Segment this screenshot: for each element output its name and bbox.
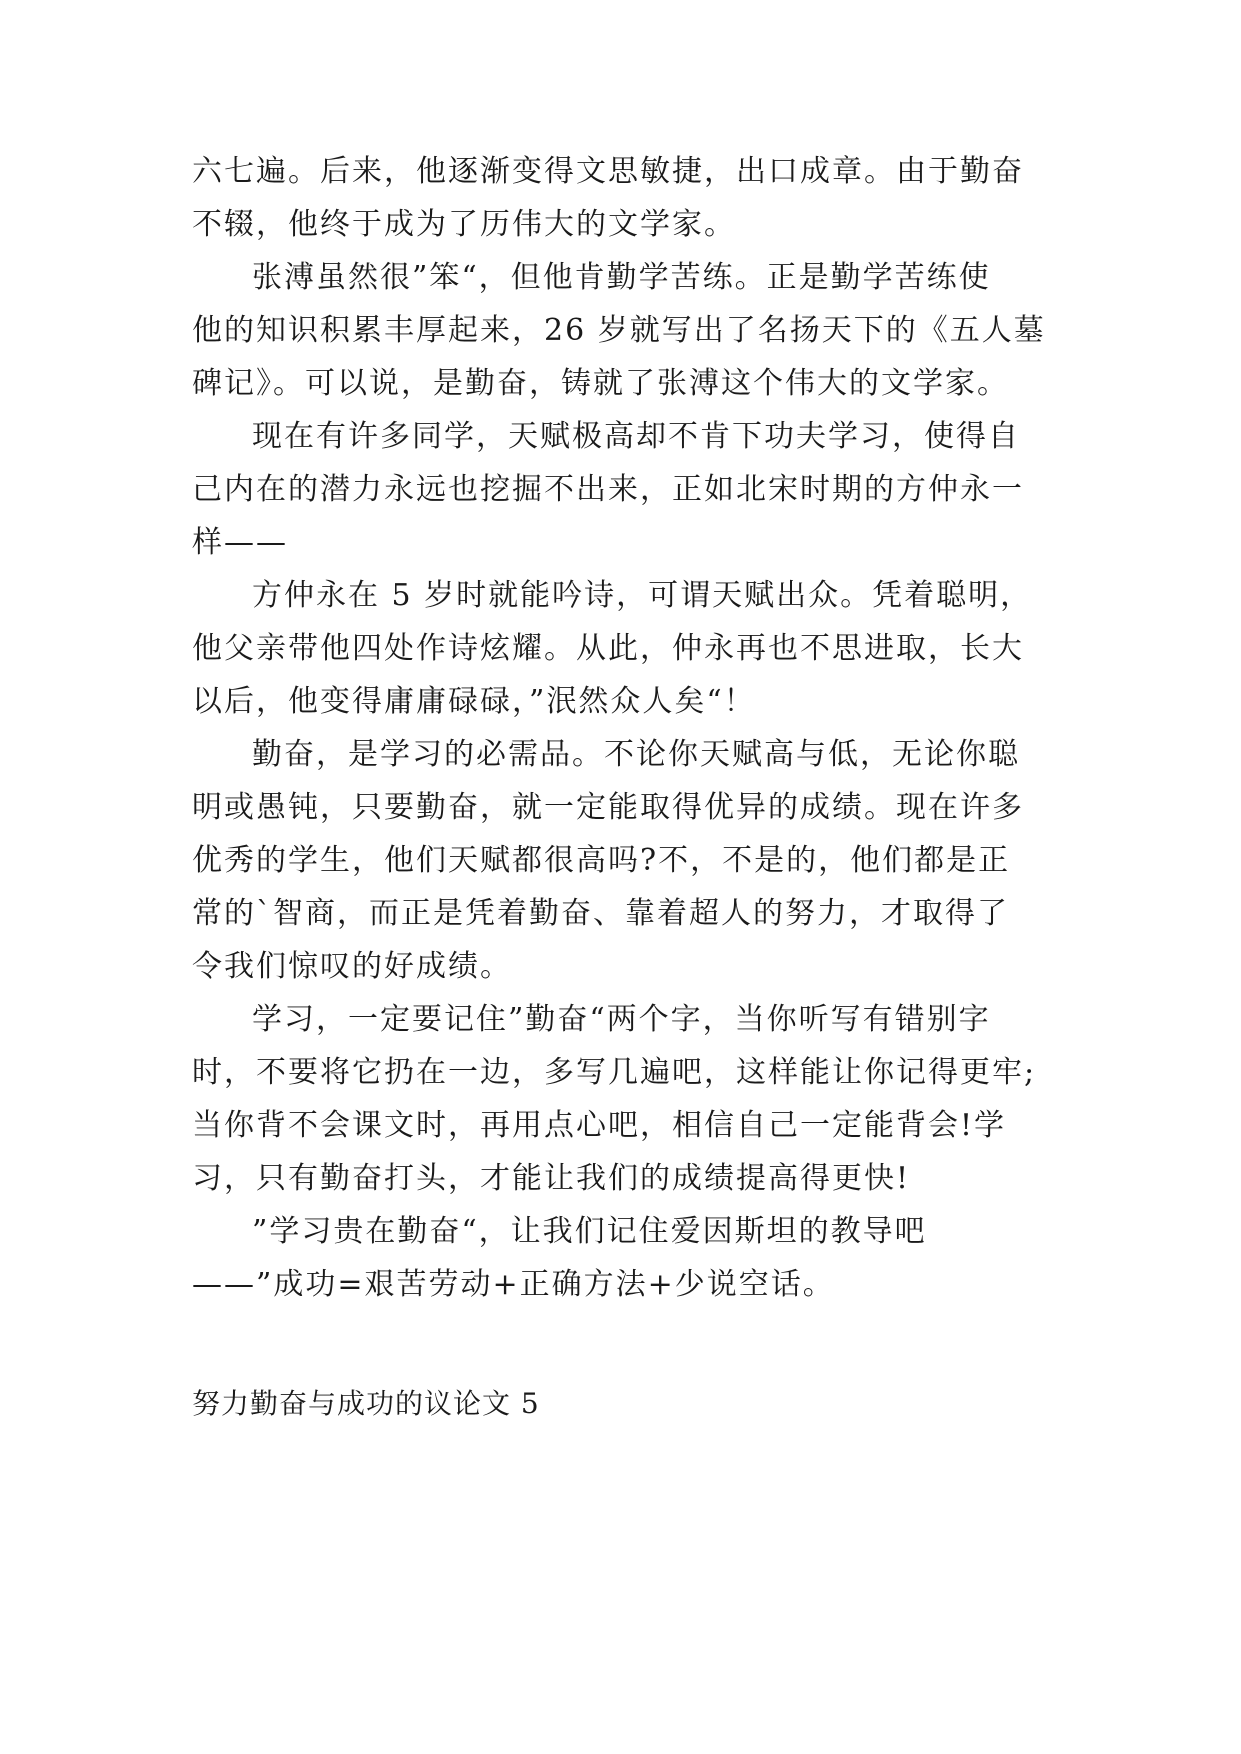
paragraph-first-line: 方仲永在 5 岁时就能吟诗，可谓天赋出众。凭着聪明， <box>252 578 1033 613</box>
text-line: 样—— <box>192 525 288 560</box>
paragraph-first-line: 张溥虽然很”笨“，但他肯勤学苦练。正是勤学苦练使 <box>252 260 991 295</box>
text-line: 习，只有勤奋打头，才能让我们的成绩提高得更快! <box>192 1161 911 1196</box>
text-line: 不辍，他终于成为了历伟大的文学家。 <box>192 207 736 242</box>
text-line: ——”成功=艰苦劳动+正确方法+少说空话。 <box>192 1267 835 1302</box>
paragraph-first-line: 现在有许多同学，天赋极高却不肯下功夫学习，使得自 <box>252 419 1020 454</box>
text-line: 以后，他变得庸庸碌碌，”泯然众人矣“！ <box>192 684 756 719</box>
paragraph-first-line: ”学习贵在勤奋“，让我们记住爱因斯坦的教导吧 <box>252 1214 927 1249</box>
text-line: 碑记》。可以说，是勤奋，铸就了张溥这个伟大的文学家。 <box>192 366 1009 401</box>
text-line: 当你背不会课文时，再用点心吧，相信自己一定能背会!学 <box>192 1108 1007 1143</box>
text-line: 他的知识积累丰厚起来，26 岁就写出了名扬天下的《五人墓 <box>192 313 1046 348</box>
text-line: 明或愚钝，只要勤奋，就一定能取得优异的成绩。现在许多 <box>192 790 1024 825</box>
text-line: 优秀的学生，他们天赋都很高吗?不，不是的，他们都是正 <box>192 843 1011 878</box>
text-line: 常的`智商，而正是凭着勤奋、靠着超人的努力，才取得了 <box>192 896 1009 931</box>
text-line: 令我们惊叹的好成绩。 <box>192 949 512 984</box>
text-line: 己内在的潜力永远也挖掘不出来，正如北宋时期的方仲永一 <box>192 472 1024 507</box>
paragraph-first-line: 学习，一定要记住”勤奋“两个字，当你听写有错别字 <box>252 1002 991 1037</box>
section-heading: 努力勤奋与成功的议论文 5 <box>192 1387 540 1420</box>
text-line: 他父亲带他四处作诗炫耀。从此，仲永再也不思进取，长大 <box>192 631 1024 666</box>
paragraph-first-line: 勤奋，是学习的必需品。不论你天赋高与低，无论你聪 <box>252 737 1020 772</box>
text-line: 六七遍。后来，他逐渐变得文思敏捷，出口成章。由于勤奋 <box>192 154 1024 189</box>
text-line: 时，不要将它扔在一边，多写几遍吧，这样能让你记得更牢; <box>192 1055 1037 1090</box>
